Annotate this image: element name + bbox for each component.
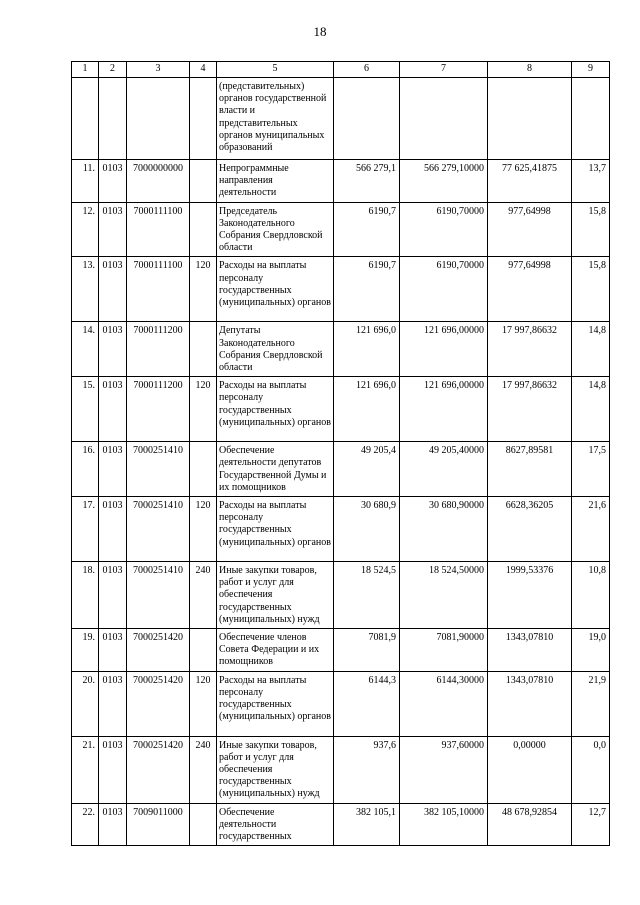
- expense-name: Расходы на выплаты персоналу государственных (муниципальных) органов: [217, 377, 334, 442]
- table-row: [72, 160, 610, 203]
- execution-percent: 17,5: [572, 442, 610, 497]
- expense-type-code: 240: [190, 736, 217, 803]
- table-row: [72, 257, 610, 322]
- row-number: 20.: [72, 671, 99, 736]
- row-number: 13.: [72, 257, 99, 322]
- refined-amount: 382 105,10000: [400, 803, 488, 846]
- column-header: 2: [99, 62, 127, 78]
- table-row: [72, 442, 610, 497]
- refined-amount: 7081,90000: [400, 629, 488, 672]
- approved-amount: 6144,3: [334, 671, 400, 736]
- approved-amount: 30 680,9: [334, 497, 400, 562]
- table-row: [72, 202, 610, 257]
- refined-amount: 6144,30000: [400, 671, 488, 736]
- column-header: 7: [400, 62, 488, 78]
- expense-name: Председатель Законодательного Собрания Свердловской области: [217, 202, 334, 257]
- refined-amount: 121 696,00000: [400, 377, 488, 442]
- column-header: 6: [334, 62, 400, 78]
- expense-name: Иные закупки товаров, работ и услуг для обеспечения государственных (муниципальных) нужд: [217, 562, 334, 629]
- section-code: 0103: [99, 442, 127, 497]
- page-number: 18: [313, 24, 327, 39]
- execution-percent: 15,8: [572, 202, 610, 257]
- executed-amount: 48 678,92854: [488, 803, 572, 846]
- table-body: [72, 78, 610, 846]
- approved-amount: 121 696,0: [334, 377, 400, 442]
- expense-name: Расходы на выплаты персоналу государственных (муниципальных) органов: [217, 257, 334, 322]
- row-number: 12.: [72, 202, 99, 257]
- executed-amount: 1343,07810: [488, 671, 572, 736]
- expense-type-code: [190, 160, 217, 203]
- row-number: 11.: [72, 160, 99, 203]
- execution-percent: 13,7: [572, 160, 610, 203]
- executed-amount: 6628,36205: [488, 497, 572, 562]
- column-header: 5: [217, 62, 334, 78]
- target-article-code: 7009011000: [127, 803, 190, 846]
- target-article-code: [127, 78, 190, 160]
- expense-type-code: [190, 322, 217, 377]
- target-article-code: 7000251410: [127, 442, 190, 497]
- refined-amount: 121 696,00000: [400, 322, 488, 377]
- row-number: 15.: [72, 377, 99, 442]
- execution-percent: 12,7: [572, 803, 610, 846]
- refined-amount: 6190,70000: [400, 257, 488, 322]
- target-article-code: 7000000000: [127, 160, 190, 203]
- expense-type-code: [190, 78, 217, 160]
- expense-name: Обеспечение деятельности государственных: [217, 803, 334, 846]
- row-number: 16.: [72, 442, 99, 497]
- section-code: 0103: [99, 322, 127, 377]
- column-header: 9: [572, 62, 610, 78]
- execution-percent: [572, 78, 610, 160]
- approved-amount: 937,6: [334, 736, 400, 803]
- expense-type-code: [190, 442, 217, 497]
- executed-amount: [488, 78, 572, 160]
- refined-amount: 937,60000: [400, 736, 488, 803]
- approved-amount: 7081,9: [334, 629, 400, 672]
- section-code: 0103: [99, 377, 127, 442]
- executed-amount: 1343,07810: [488, 629, 572, 672]
- executed-amount: 977,64998: [488, 202, 572, 257]
- expense-name: (представительных) органов государственной власти и представительных органов муниципальных образований: [217, 78, 334, 160]
- section-code: 0103: [99, 497, 127, 562]
- approved-amount: 18 524,5: [334, 562, 400, 629]
- section-code: 0103: [99, 671, 127, 736]
- executed-amount: 8627,89581: [488, 442, 572, 497]
- section-code: [99, 78, 127, 160]
- executed-amount: 17 997,86632: [488, 377, 572, 442]
- expense-type-code: 120: [190, 671, 217, 736]
- expense-name: Расходы на выплаты персоналу государственных (муниципальных) органов: [217, 497, 334, 562]
- refined-amount: 30 680,90000: [400, 497, 488, 562]
- column-header: 4: [190, 62, 217, 78]
- table-row: [72, 497, 610, 562]
- approved-amount: 6190,7: [334, 257, 400, 322]
- table-row: [72, 322, 610, 377]
- section-code: 0103: [99, 629, 127, 672]
- table-row: [72, 671, 610, 736]
- refined-amount: [400, 78, 488, 160]
- table-row: [72, 562, 610, 629]
- approved-amount: 121 696,0: [334, 322, 400, 377]
- row-number: 21.: [72, 736, 99, 803]
- expense-name: Непрограммные направления деятельности: [217, 160, 334, 203]
- approved-amount: 6190,7: [334, 202, 400, 257]
- executed-amount: 1999,53376: [488, 562, 572, 629]
- table-row: [72, 803, 610, 846]
- execution-percent: 10,8: [572, 562, 610, 629]
- expense-name: Обеспечение членов Совета Федерации и их помощников: [217, 629, 334, 672]
- execution-percent: 21,9: [572, 671, 610, 736]
- expense-type-code: 120: [190, 497, 217, 562]
- section-code: 0103: [99, 736, 127, 803]
- refined-amount: 566 279,10000: [400, 160, 488, 203]
- target-article-code: 7000111200: [127, 377, 190, 442]
- expense-type-code: [190, 202, 217, 257]
- column-header: 3: [127, 62, 190, 78]
- column-header: 1: [72, 62, 99, 78]
- expense-type-code: 120: [190, 377, 217, 442]
- section-code: 0103: [99, 562, 127, 629]
- row-number: 19.: [72, 629, 99, 672]
- approved-amount: 49 205,4: [334, 442, 400, 497]
- table-header-row: [72, 62, 610, 78]
- refined-amount: 18 524,50000: [400, 562, 488, 629]
- executed-amount: 0,00000: [488, 736, 572, 803]
- row-number: 17.: [72, 497, 99, 562]
- executed-amount: 77 625,41875: [488, 160, 572, 203]
- expense-name: Депутаты Законодательного Собрания Свердловской области: [217, 322, 334, 377]
- target-article-code: 7000251410: [127, 562, 190, 629]
- target-article-code: 7000111100: [127, 202, 190, 257]
- execution-percent: 21,6: [572, 497, 610, 562]
- execution-percent: 14,8: [572, 377, 610, 442]
- budget-table: [71, 61, 610, 846]
- expense-type-code: [190, 803, 217, 846]
- section-code: 0103: [99, 202, 127, 257]
- expense-name: Расходы на выплаты персоналу государственных (муниципальных) органов: [217, 671, 334, 736]
- approved-amount: 566 279,1: [334, 160, 400, 203]
- target-article-code: 7000111100: [127, 257, 190, 322]
- expense-type-code: [190, 629, 217, 672]
- row-number: [72, 78, 99, 160]
- execution-percent: 19,0: [572, 629, 610, 672]
- execution-percent: 0,0: [572, 736, 610, 803]
- approved-amount: 382 105,1: [334, 803, 400, 846]
- expense-type-code: 240: [190, 562, 217, 629]
- section-code: 0103: [99, 257, 127, 322]
- section-code: 0103: [99, 160, 127, 203]
- section-code: 0103: [99, 803, 127, 846]
- table-row: [72, 377, 610, 442]
- expense-name: Обеспечение деятельности депутатов Государственной Думы и их помощников: [217, 442, 334, 497]
- expense-name: Иные закупки товаров, работ и услуг для обеспечения государственных (муниципальных) нужд: [217, 736, 334, 803]
- target-article-code: 7000111200: [127, 322, 190, 377]
- row-number: 14.: [72, 322, 99, 377]
- execution-percent: 14,8: [572, 322, 610, 377]
- refined-amount: 49 205,40000: [400, 442, 488, 497]
- target-article-code: 7000251420: [127, 629, 190, 672]
- table-row: [72, 629, 610, 672]
- expense-type-code: 120: [190, 257, 217, 322]
- column-header: 8: [488, 62, 572, 78]
- table-row: [72, 736, 610, 803]
- target-article-code: 7000251420: [127, 736, 190, 803]
- executed-amount: 17 997,86632: [488, 322, 572, 377]
- row-number: 22.: [72, 803, 99, 846]
- executed-amount: 977,64998: [488, 257, 572, 322]
- row-number: 18.: [72, 562, 99, 629]
- refined-amount: 6190,70000: [400, 202, 488, 257]
- table-row: [72, 78, 610, 160]
- target-article-code: 7000251410: [127, 497, 190, 562]
- approved-amount: [334, 78, 400, 160]
- execution-percent: 15,8: [572, 257, 610, 322]
- target-article-code: 7000251420: [127, 671, 190, 736]
